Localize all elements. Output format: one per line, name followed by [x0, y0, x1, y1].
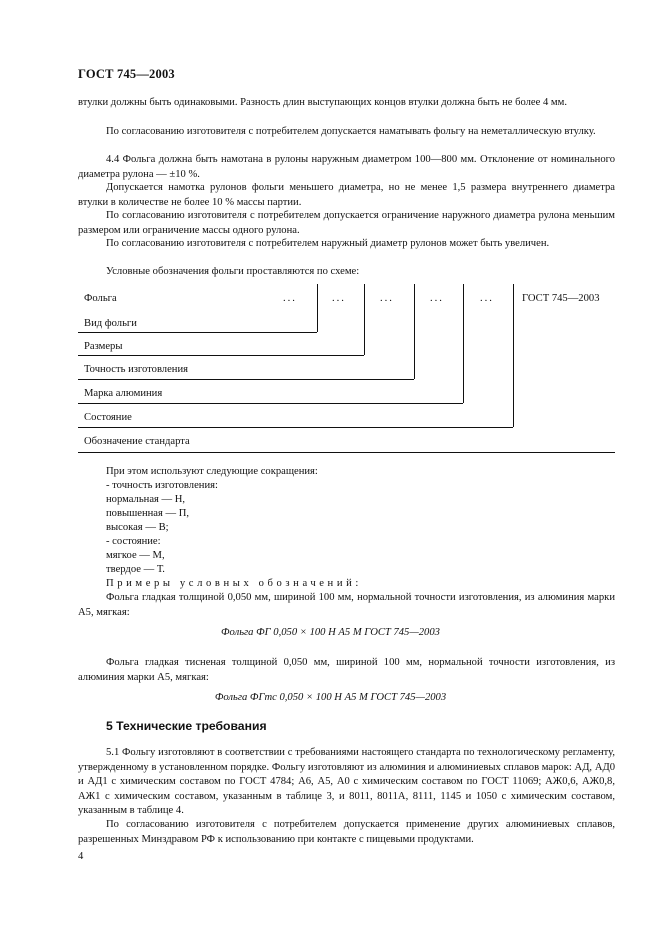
scheme-dots-5: ... [480, 293, 494, 304]
section-5-title: 5 Технические требования [106, 719, 267, 733]
scheme-hline-4 [78, 403, 463, 404]
scheme-hline-3 [78, 379, 414, 380]
scheme-hline-1 [78, 332, 317, 333]
scheme-label-state: Состояние [84, 412, 132, 423]
paragraph-scheme-intro: Условные обозначения фольги проставляются по схеме: [106, 266, 360, 277]
paragraph-4-4: 4.4 Фольга должна быть намотана в рулоны наружным диаметром 100—800 мм. Отклонение от номинального диаметра рулона — ±10 %. [78, 154, 615, 180]
paragraph-increase-diameter: По согласованию изготовителя с потребителем наружный диаметр рулонов может быть увеличен. [106, 238, 550, 249]
designation-scheme [78, 284, 615, 456]
paragraph-limit-diameter: По согласованию изготовителя с потребителем допускается ограничение наружного диаметра рулона меньшим размером или ограничение массы одного рулона. [78, 210, 615, 236]
scheme-label-accuracy: Точность изготовления [84, 364, 189, 375]
examples-heading: Примеры условных обозначений: [106, 578, 362, 589]
scheme-label-type: Вид фольги [84, 318, 137, 329]
paragraph-sleeve-length: втулки должны быть одинаковыми. Разность длин выступающих концов втулки должна быть не более 4 мм. [78, 97, 567, 108]
abbrev-high: высокая — В; [106, 522, 169, 533]
scheme-label-standard: Обозначение стандарта [84, 436, 190, 447]
example-2-text: Фольга гладкая тисненая толщиной 0,050 мм, шириной 100 мм, нормальной точности изготовления, из алюминия марки А5, мягкая: [78, 657, 615, 683]
example-1-text: Фольга гладкая толщиной 0,050 мм, шириной 100 мм, нормальной точности изготовления, из алюминия марки А5, мягкая: [78, 592, 615, 618]
scheme-dots-4: ... [430, 293, 444, 304]
example-2-designation: Фольга ФГтс 0,050 × 100 Н А5 М ГОСТ 745—2003 [214, 692, 447, 703]
paragraph-other-alloys: По согласованию изготовителя с потребителем допускается применение других алюминиевых сплавов, разрешенных Минздравом РФ к использованию при контакте с пищевыми продуктами. [78, 819, 615, 845]
abbrev-state-head: - состояние: [106, 536, 161, 547]
scheme-standard: ГОСТ 745—2003 [522, 293, 600, 304]
paragraph-nonmetal-sleeve: По согласованию изготовителя с потребителем допускается наматывать фольгу на неметаллическую втулку. [106, 126, 596, 137]
scheme-vline-4 [463, 284, 464, 403]
abbrev-raised: повышенная — П, [106, 508, 190, 519]
abbrev-hard: твердое — Т. [106, 564, 165, 575]
abbrev-soft: мягкое — М, [106, 550, 165, 561]
scheme-label-size: Размеры [84, 341, 123, 352]
scheme-hline-2 [78, 355, 364, 356]
paragraph-smaller-diameter: Допускается намотка рулонов фольги меньшего диаметра, но не менее 1,5 размера внутреннего диаметра втулки в количестве не более 10 % массы партии. [78, 182, 615, 208]
document-header: ГОСТ 745—2003 [78, 67, 175, 81]
scheme-vline-1 [317, 284, 318, 332]
abbrev-intro: При этом используют следующие сокращения: [106, 466, 318, 477]
abbrev-normal: нормальная — Н, [106, 494, 186, 505]
scheme-dots-3: ... [380, 293, 394, 304]
scheme-dots-2: ... [332, 293, 346, 304]
scheme-vline-2 [364, 284, 365, 355]
scheme-vline-3 [414, 284, 415, 379]
page-number: 4 [78, 851, 84, 862]
scheme-vline-5 [513, 284, 514, 427]
paragraph-5-1: 5.1 Фольгу изготовляют в соответствии с требованиями настоящего стандарта по технологическому регламенту, утвержденному в установленном порядке. Фольгу изготовляют из алюминия и алюминиевых сплавов марок: АД, АД0 и АД1 с химическим составом по ГОСТ 4784; А6, А5, А0 с химическим составом по ГОСТ 11069; АЖ0,6, АЖ0,8, АЖ1 с химическим составом, указанным в таблице 3, и 8011, 8011А, 8111, 1145 и 1050 с химическим составом, указанным в таблице 4. [78, 747, 615, 817]
abbrev-accuracy-head: - точность изготовления: [106, 480, 218, 491]
example-1-designation: Фольга ФГ 0,050 × 100 Н А5 М ГОСТ 745—2003 [221, 627, 440, 638]
scheme-hline-5 [78, 427, 513, 428]
scheme-label-grade: Марка алюминия [84, 388, 163, 399]
scheme-title: Фольга [84, 293, 117, 304]
scheme-dots-1: ... [283, 293, 297, 304]
scheme-hline-6 [78, 452, 615, 453]
